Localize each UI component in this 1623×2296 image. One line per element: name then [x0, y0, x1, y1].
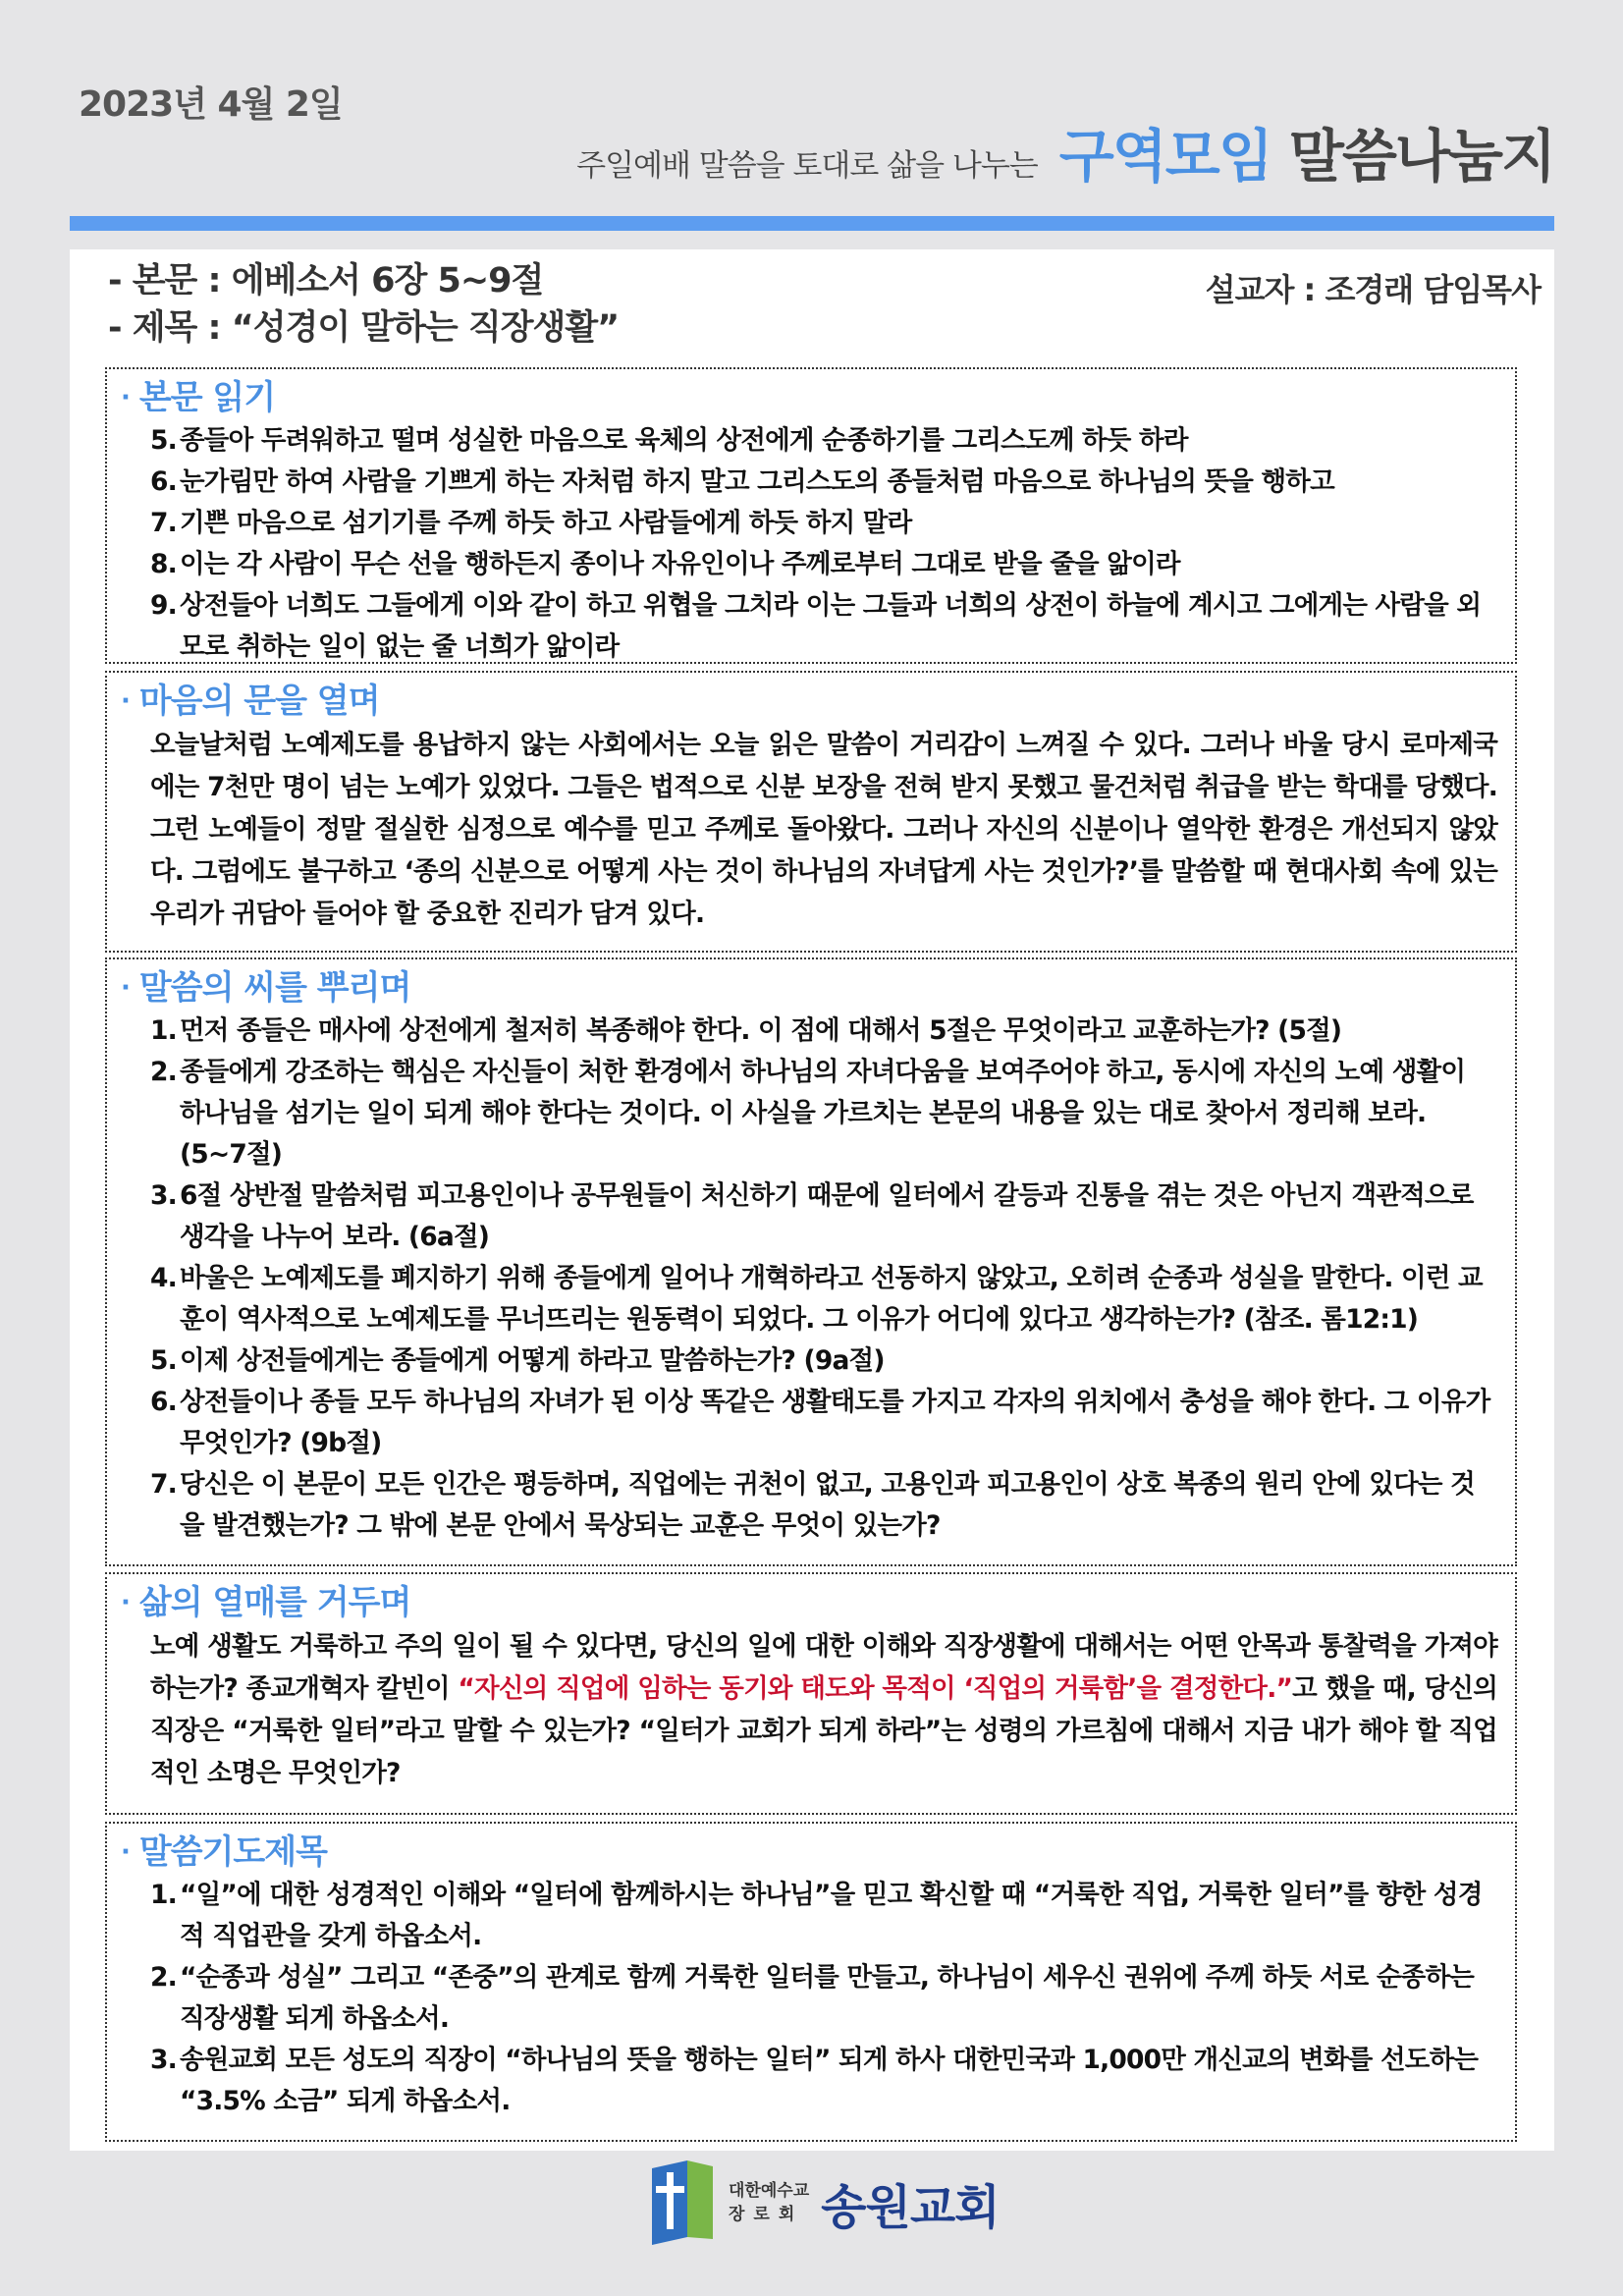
list-item — [150, 1175, 1497, 1258]
paragraph-text: 고 했을 때, 당신의 직장은 “거룩한 일터”라고 말할 수 있는가? “일터가 교회가 되게 하라”는 성령의 가르침에 대해서 지금 내가 해야 할 직업적인 소명은 무엇인가? — [150, 1673, 1498, 1788]
item-number: 1. — [150, 1880, 177, 1910]
verse-list — [121, 420, 1497, 664]
section-scripture-reading — [105, 367, 1517, 664]
item-text: 이제 상전들에게는 종들에게 어떻게 하라고 말씀하는가? (9a절) — [180, 1345, 885, 1376]
item-number: 3. — [150, 1180, 177, 1211]
section-title-text: 본문 읽기 — [138, 378, 276, 417]
item-number: 1. — [150, 1015, 177, 1046]
bullet-dot-icon: · — [121, 1837, 130, 1867]
section-prayer-topics — [105, 1822, 1517, 2142]
item-text: 송원교회 모든 성도의 직장이 “하나님의 뜻을 행하는 일터” 되게 하사 대한민국과 1,000만 개신교의 변화를 선도하는 “3.5% 소금” 되게 하옵소서. — [180, 2045, 1479, 2116]
section-title — [121, 375, 1497, 420]
question-list — [121, 1011, 1497, 1547]
section-sowing-seeds — [105, 957, 1517, 1566]
item-text: “일”에 대한 성경적인 이해와 “일터에 함께하시는 하나님”을 믿고 확신할 때 “거룩한 직업, 거룩한 일터”를 향한 성경적 직업관을 갖게 하옵소서. — [180, 1880, 1483, 1951]
item-text: 종들아 두려워하고 떨며 성실한 마음으로 육체의 상전에게 순종하기를 그리스도께 하듯 하라 — [180, 425, 1188, 456]
item-number: 3. — [150, 2045, 177, 2075]
list-item — [150, 503, 1497, 544]
item-text: 종들에게 강조하는 핵심은 자신들이 처한 환경에서 하나님의 자녀다움을 보여주어야 하고, 동시에 자신의 노예 생활이 하나님을 섬기는 일이 되게 해야 한다는 것이다. 이 사실을 가르치는 본문의 내용을 있는 대로 찾아서 정리해 보라. (5~7절) — [180, 1057, 1466, 1170]
header-title — [576, 110, 1554, 192]
subtitle: 주일예배 말씀을 토대로 삶을 나누는 — [576, 148, 1038, 184]
bullet-dot-icon: · — [121, 973, 130, 1003]
denomination-line-2: 장로회 — [729, 2205, 804, 2224]
title-accent: 구역모임 — [1058, 123, 1271, 190]
denomination-label — [729, 2179, 809, 2226]
prayer-list — [121, 1875, 1497, 2122]
section-title — [121, 1580, 1497, 1625]
item-number: 8. — [150, 549, 177, 579]
denomination-line-1: 대한예수교 — [729, 2181, 810, 2201]
calvin-quote: “자신의 직업에 임하는 동기와 태도와 목적이 ‘직업의 거룩함’을 결정한다.” — [458, 1673, 1293, 1704]
item-text: 6절 상반절 말씀처럼 피고용인이나 공무원들이 처신하기 때문에 일터에서 갈등과 진통을 겪는 것은 아닌지 객관적으로 생각을 나누어 보라. (6a절) — [180, 1180, 1474, 1252]
item-number: 4. — [150, 1263, 177, 1293]
section-paragraph: 오늘날처럼 노예제도를 용납하지 않는 사회에서는 오늘 읽은 말씀이 거리감이 느껴질 수 있다. 그러나 바울 당시 로마제국에는 7천만 명이 넘는 노예가 있었다. 그들은 법적으로 신분 보장을 전혀 받지 못했고 물건처럼 취급을 받는 학대를 당했다. 그런 노예들이 정말 절실한 심정으로 예수를 믿고 주께로 돌아왔다. 그러나 자신의 신분이나 열악한 환경은 개선되지 않았다. 그럼에도 불구하고 ‘종의 신분으로 어떻게 사는 것이 하나님의 자녀답게 사는 것인가?’를 말씀할 때 현대사회 속에 있는 우리가 귀담아 들어야 할 중요한 진리가 담겨 있다. — [150, 730, 1497, 929]
header-divider-bar — [70, 216, 1554, 231]
list-item — [150, 1011, 1497, 1052]
list-item — [150, 420, 1497, 462]
list-item — [150, 1052, 1497, 1175]
section-title-text: 말씀기도제목 — [138, 1832, 327, 1872]
bullet-dot-icon: · — [121, 1588, 130, 1617]
item-number: 9. — [150, 590, 177, 621]
item-number: 5. — [150, 425, 177, 456]
church-logo — [648, 2159, 1000, 2247]
section-title — [121, 1830, 1497, 1875]
item-number: 7. — [150, 508, 177, 538]
list-item — [150, 1464, 1497, 1547]
section-title-text: 삶의 열매를 거두며 — [138, 1583, 411, 1622]
paragraph-text: 노예 생활도 거룩하고 주의 일이 될 수 있다면, 당신의 일에 대한 이해와 직장생활에 대해서는 어떤 안목과 통찰력을 가져야 하는가? 종교개혁자 칼빈이 — [150, 1631, 1497, 1704]
title-main: 말씀나눔지 — [1288, 123, 1554, 190]
bullet-dot-icon: · — [121, 686, 130, 716]
date: 2023년 4월 2일 — [79, 84, 343, 125]
section-harvest-fruit — [105, 1572, 1517, 1815]
item-text: 상전들이나 종들 모두 하나님의 자녀가 된 이상 똑같은 생활태도를 가지고 각자의 위치에서 충성을 해야 한다. 그 이유가 무엇인가? (9b절) — [180, 1387, 1490, 1458]
list-item — [150, 544, 1497, 585]
list-item — [150, 2040, 1497, 2122]
item-text: 먼저 종들은 매사에 상전에게 철저히 복종해야 한다. 이 점에 대해서 5절은 무엇이라고 교훈하는가? (5절) — [180, 1015, 1342, 1046]
list-item — [150, 1340, 1497, 1382]
section-title-text: 말씀의 씨를 뿌리며 — [138, 968, 411, 1008]
section-title — [121, 679, 1497, 724]
church-name: 송원교회 — [821, 2179, 1000, 2235]
item-text: 이는 각 사람이 무슨 선을 행하든지 종이나 자유인이나 주께로부터 그대로 받을 줄을 앎이라 — [180, 549, 1180, 579]
passage-line: - 본문 : 에베소서 6장 5~9절 — [108, 261, 544, 301]
cross-logo-icon — [648, 2160, 717, 2245]
list-item — [150, 585, 1497, 664]
list-item — [150, 1258, 1497, 1340]
list-item — [150, 1875, 1497, 1957]
item-number: 2. — [150, 1962, 177, 1993]
item-text: “순종과 성실” 그리고 “존중”의 관계로 함께 거룩한 일터를 만들고, 하나님이 세우신 권위에 주께 하듯 서로 순종하는 직장생활 되게 하옵소서. — [180, 1962, 1475, 2034]
bullet-dot-icon: · — [121, 383, 130, 412]
item-text: 기쁜 마음으로 섬기기를 주께 하듯 하고 사람들에게 하듯 하지 말라 — [180, 508, 912, 538]
item-text: 바울은 노예제도를 폐지하기 위해 종들에게 일어나 개혁하라고 선동하지 않았고, 오히려 순종과 성실을 말한다. 이런 교훈이 역사적으로 노예제도를 무너뜨리는 원동력이 되었다. 그 이유가 어디에 있다고 생각하는가? (참조. 롬12:1) — [180, 1263, 1483, 1335]
list-item — [150, 1382, 1497, 1464]
preacher: 설교자 : 조경래 담임목사 — [1205, 271, 1541, 308]
section-title-text: 마음의 문을 열며 — [138, 682, 380, 721]
item-text: 당신은 이 본문이 모든 인간은 평등하며, 직업에는 귀천이 없고, 고용인과 피고용인이 상호 복종의 원리 안에 있다는 것을 발견했는가? 그 밖에 본문 안에서 묵상되는 교훈은 무엇이 있는가? — [180, 1469, 1475, 1541]
item-number: 6. — [150, 1387, 177, 1417]
list-item — [150, 462, 1497, 503]
item-text: 눈가림만 하여 사람을 기쁘게 하는 자처럼 하지 말고 그리스도의 종들처럼 마음으로 하나님의 뜻을 행하고 — [180, 466, 1334, 497]
item-number: 2. — [150, 1057, 177, 1087]
section-title — [121, 965, 1497, 1011]
section-open-heart — [105, 671, 1517, 953]
item-text: 상전들아 너희도 그들에게 이와 같이 하고 위협을 그치라 이는 그들과 너희의 상전이 하늘에 계시고 그에게는 사람을 외모로 취하는 일이 없는 줄 너희가 앎이라 — [180, 590, 1482, 662]
item-number: 6. — [150, 466, 177, 497]
section-paragraph — [121, 1625, 1497, 1794]
sermon-title-line: - 제목 : “성경이 말하는 직장생활” — [108, 308, 620, 348]
item-number: 5. — [150, 1345, 177, 1376]
item-number: 7. — [150, 1469, 177, 1500]
list-item — [150, 1957, 1497, 2040]
